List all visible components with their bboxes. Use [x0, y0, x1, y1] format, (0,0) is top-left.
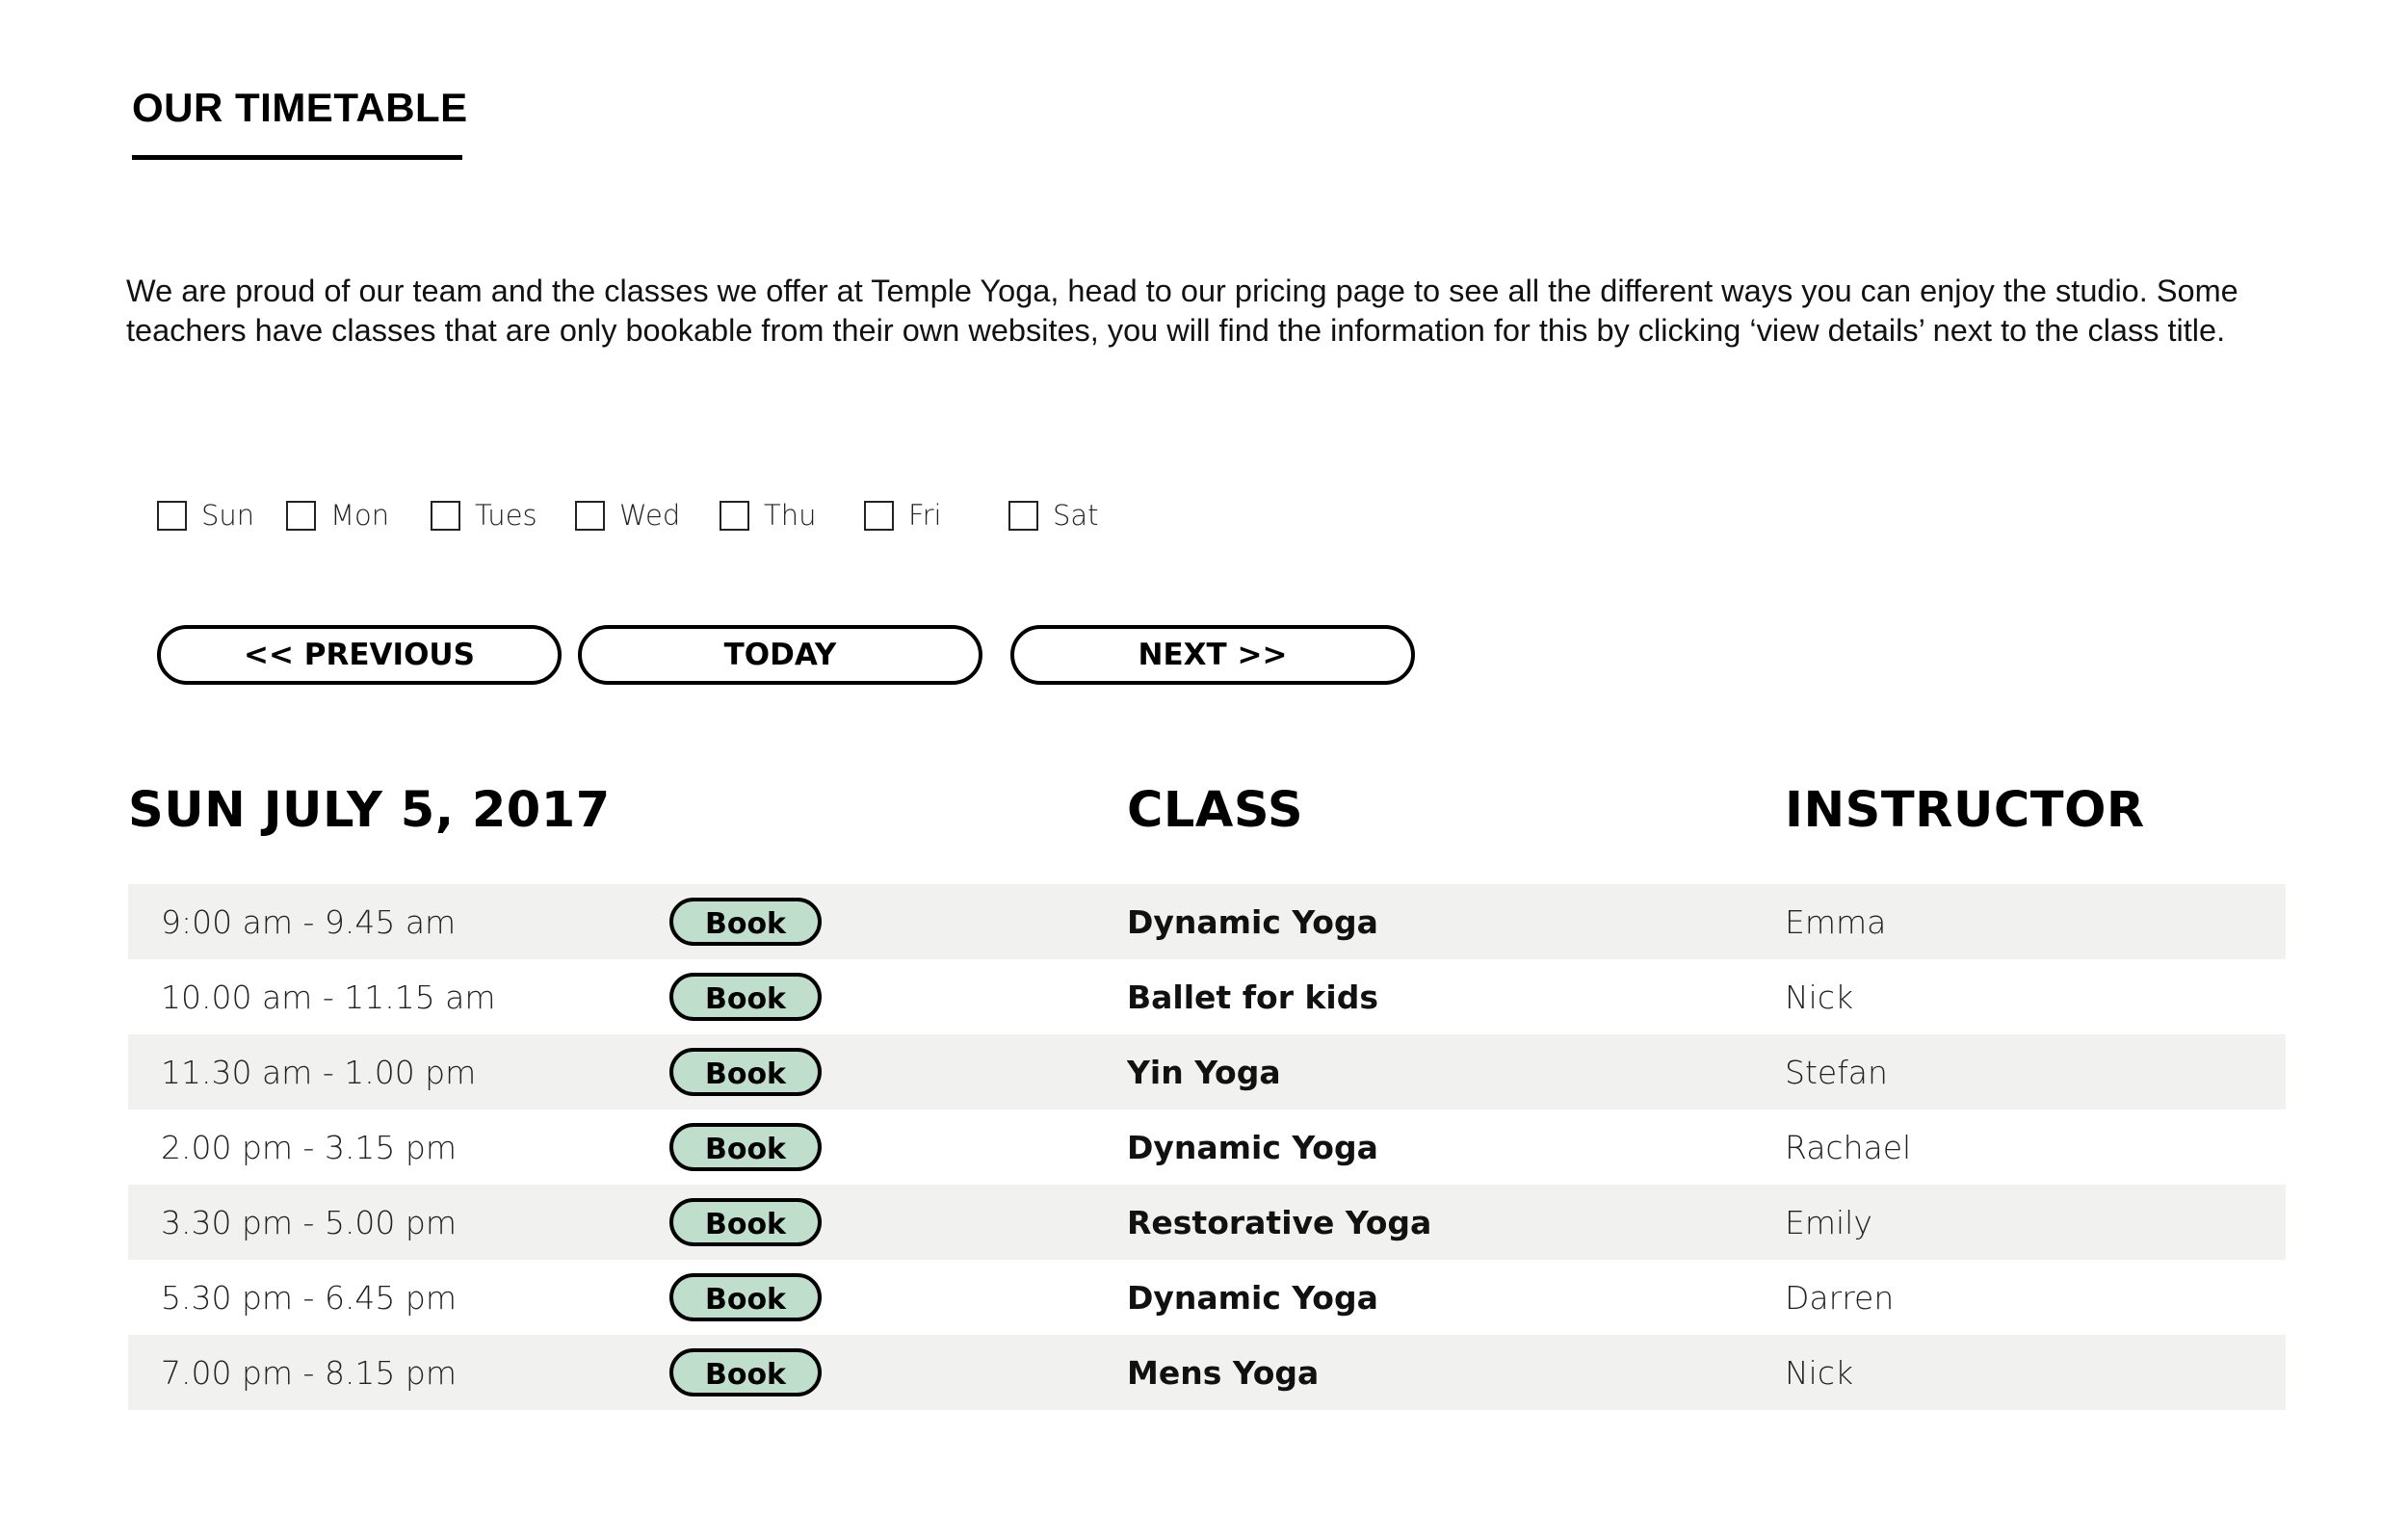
- class-name: Restorative Yoga: [1127, 1203, 1432, 1241]
- checkbox-wed[interactable]: [575, 501, 605, 531]
- instructor-name: Stefan: [1785, 1053, 1888, 1091]
- instructor-name: Emma: [1785, 902, 1887, 941]
- class-time: 7.00 pm - 8.15 pm: [161, 1353, 458, 1392]
- book-button[interactable]: Book: [669, 1123, 822, 1171]
- class-name: Yin Yoga: [1127, 1053, 1281, 1091]
- day-label-sat: Sat: [1053, 499, 1099, 532]
- instructor-name: Nick: [1785, 978, 1854, 1016]
- checkbox-sun[interactable]: [157, 501, 187, 531]
- schedule-row: [128, 884, 2286, 959]
- book-button[interactable]: Book: [669, 1273, 822, 1321]
- checkbox-fri[interactable]: [864, 501, 894, 531]
- date-heading: SUN JULY 5, 2017: [128, 782, 611, 839]
- intro-paragraph: We are proud of our team and the classes we offer at Temple Yoga, head to our pricing page to see all the different ways you can enjoy the studio. Some teachers have classes that are only bookable from their own websites, you will find the information for this by clicking ‘view details’ next to the class title.: [126, 274, 2238, 348]
- class-time: 5.30 pm - 6.45 pm: [161, 1278, 458, 1317]
- class-name: Ballet for kids: [1127, 978, 1379, 1016]
- book-button[interactable]: Book: [669, 973, 822, 1021]
- page-title: OUR TIMETABLE: [132, 85, 468, 130]
- day-filter-wed[interactable]: [575, 496, 680, 535]
- class-time: 11.30 am - 1.00 pm: [161, 1053, 477, 1091]
- checkbox-mon[interactable]: [286, 501, 316, 531]
- class-column-header: CLASS: [1127, 782, 1304, 839]
- day-label-tues: Tues: [475, 499, 537, 532]
- instructor-name: Darren: [1785, 1278, 1895, 1317]
- next-button[interactable]: NEXT >>: [1010, 625, 1415, 685]
- schedule-row: [128, 1185, 2286, 1260]
- day-filter-fri[interactable]: [864, 496, 942, 535]
- instructor-name: Emily: [1785, 1203, 1872, 1241]
- book-button[interactable]: Book: [669, 1198, 822, 1246]
- day-label-fri: Fri: [908, 499, 942, 532]
- schedule-row: [128, 1034, 2286, 1109]
- book-button[interactable]: Book: [669, 1348, 822, 1397]
- schedule-row: [128, 959, 2286, 1034]
- day-filter-tues[interactable]: [431, 496, 537, 535]
- day-label-mon: Mon: [330, 499, 390, 532]
- day-filter-sat[interactable]: [1008, 496, 1099, 535]
- checkbox-tues[interactable]: [431, 501, 460, 531]
- class-time: 3.30 pm - 5.00 pm: [161, 1203, 458, 1241]
- instructor-name: Nick: [1785, 1353, 1854, 1392]
- checkbox-sat[interactable]: [1008, 501, 1038, 531]
- class-name: Dynamic Yoga: [1127, 1278, 1378, 1317]
- instructor-column-header: INSTRUCTOR: [1785, 782, 2145, 839]
- day-filter-thu[interactable]: [720, 496, 816, 535]
- today-button[interactable]: TODAY: [578, 625, 982, 685]
- day-filter-sun[interactable]: [157, 496, 254, 535]
- day-label-wed: Wed: [619, 499, 681, 532]
- day-label-sun: Sun: [201, 499, 255, 532]
- class-name: Mens Yoga: [1127, 1353, 1320, 1392]
- class-time: 10.00 am - 11.15 am: [161, 978, 496, 1016]
- book-button[interactable]: Book: [669, 1048, 822, 1096]
- schedule-row: [128, 1109, 2286, 1185]
- day-label-thu: Thu: [764, 499, 817, 532]
- class-name: Dynamic Yoga: [1127, 1128, 1378, 1166]
- title-underline: [132, 155, 462, 160]
- class-name: Dynamic Yoga: [1127, 902, 1378, 941]
- day-filter-mon[interactable]: [286, 496, 389, 535]
- book-button[interactable]: Book: [669, 898, 822, 946]
- instructor-name: Rachael: [1785, 1128, 1912, 1166]
- class-time: 2.00 pm - 3.15 pm: [161, 1128, 458, 1166]
- previous-button[interactable]: << PREVIOUS: [157, 625, 562, 685]
- schedule-row: [128, 1335, 2286, 1410]
- schedule-row: [128, 1260, 2286, 1335]
- checkbox-thu[interactable]: [720, 501, 749, 531]
- class-time: 9:00 am - 9.45 am: [161, 902, 457, 941]
